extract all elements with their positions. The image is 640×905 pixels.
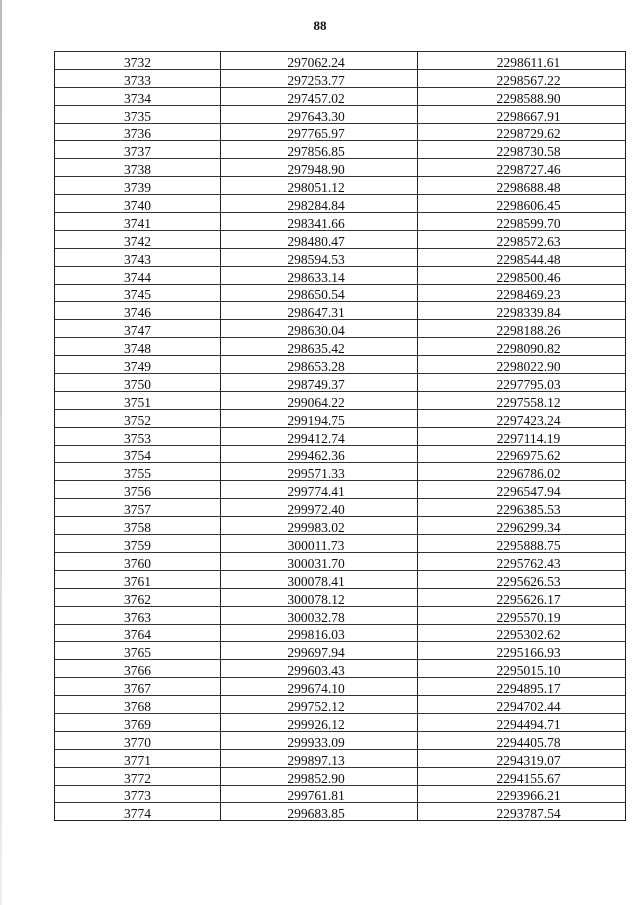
y-coordinate-cell: 2298730.58 [418, 141, 626, 159]
y-coordinate-cell: 2294405.78 [418, 731, 626, 749]
y-coordinate-cell: 2298339.84 [418, 302, 626, 320]
point-number-cell: 3748 [55, 338, 221, 356]
y-coordinate-cell: 2295888.75 [418, 535, 626, 553]
x-coordinate-cell: 299774.41 [221, 481, 418, 499]
y-coordinate-cell: 2295302.62 [418, 624, 626, 642]
x-coordinate-cell: 298341.66 [221, 213, 418, 231]
y-coordinate-cell: 2295570.19 [418, 606, 626, 624]
table-row [55, 69, 626, 87]
table-row [55, 230, 626, 248]
table-row [55, 642, 626, 660]
table-row [55, 427, 626, 445]
x-coordinate-cell: 299064.22 [221, 391, 418, 409]
point-number-cell: 3769 [55, 713, 221, 731]
table-row [55, 463, 626, 481]
point-number-cell: 3742 [55, 230, 221, 248]
point-number-cell: 3743 [55, 248, 221, 266]
x-coordinate-cell: 298051.12 [221, 177, 418, 195]
x-coordinate-cell: 298594.53 [221, 248, 418, 266]
coordinates-table-body [55, 52, 626, 821]
table-row [55, 552, 626, 570]
x-coordinate-cell: 299752.12 [221, 696, 418, 714]
table-row [55, 320, 626, 338]
table-row [55, 749, 626, 767]
point-number-cell: 3751 [55, 391, 221, 409]
table-row [55, 767, 626, 785]
page-number: 88 [313, 18, 327, 33]
table-row [55, 141, 626, 159]
x-coordinate-cell: 300011.73 [221, 535, 418, 553]
x-coordinate-cell: 297253.77 [221, 69, 418, 87]
table-row [55, 248, 626, 266]
y-coordinate-cell: 2298727.46 [418, 159, 626, 177]
y-coordinate-cell: 2294319.07 [418, 749, 626, 767]
point-number-cell: 3733 [55, 69, 221, 87]
x-coordinate-cell: 300032.78 [221, 606, 418, 624]
x-coordinate-cell: 299926.12 [221, 713, 418, 731]
point-number-cell: 3736 [55, 123, 221, 141]
x-coordinate-cell: 299897.13 [221, 749, 418, 767]
x-coordinate-cell: 299571.33 [221, 463, 418, 481]
x-coordinate-cell: 297856.85 [221, 141, 418, 159]
y-coordinate-cell: 2296547.94 [418, 481, 626, 499]
point-number-cell: 3734 [55, 87, 221, 105]
y-coordinate-cell: 2297558.12 [418, 391, 626, 409]
x-coordinate-cell: 298630.04 [221, 320, 418, 338]
x-coordinate-cell: 299674.10 [221, 678, 418, 696]
y-coordinate-cell: 2295015.10 [418, 660, 626, 678]
point-number-cell: 3744 [55, 266, 221, 284]
x-coordinate-cell: 297062.24 [221, 52, 418, 70]
table-row [55, 123, 626, 141]
table-row [55, 535, 626, 553]
table-row [55, 356, 626, 374]
point-number-cell: 3762 [55, 588, 221, 606]
y-coordinate-cell: 2295166.93 [418, 642, 626, 660]
x-coordinate-cell: 299683.85 [221, 803, 418, 821]
table-row [55, 785, 626, 803]
y-coordinate-cell: 2296786.02 [418, 463, 626, 481]
point-number-cell: 3755 [55, 463, 221, 481]
y-coordinate-cell: 2297795.03 [418, 374, 626, 392]
x-coordinate-cell: 298650.54 [221, 284, 418, 302]
table-row [55, 105, 626, 123]
point-number-cell: 3764 [55, 624, 221, 642]
y-coordinate-cell: 2298667.91 [418, 105, 626, 123]
y-coordinate-cell: 2298188.26 [418, 320, 626, 338]
point-number-cell: 3735 [55, 105, 221, 123]
point-number-cell: 3767 [55, 678, 221, 696]
y-coordinate-cell: 2298729.62 [418, 123, 626, 141]
y-coordinate-cell: 2293787.54 [418, 803, 626, 821]
table-row [55, 374, 626, 392]
point-number-cell: 3754 [55, 445, 221, 463]
y-coordinate-cell: 2295626.53 [418, 570, 626, 588]
x-coordinate-cell: 299412.74 [221, 427, 418, 445]
y-coordinate-cell: 2293966.21 [418, 785, 626, 803]
y-coordinate-cell: 2298544.48 [418, 248, 626, 266]
x-coordinate-cell: 299462.36 [221, 445, 418, 463]
table-row [55, 445, 626, 463]
table-row [55, 391, 626, 409]
y-coordinate-cell: 2298599.70 [418, 213, 626, 231]
y-coordinate-cell: 2295626.17 [418, 588, 626, 606]
table-row [55, 195, 626, 213]
x-coordinate-cell: 298635.42 [221, 338, 418, 356]
x-coordinate-cell: 297457.02 [221, 87, 418, 105]
x-coordinate-cell: 297765.97 [221, 123, 418, 141]
x-coordinate-cell: 299194.75 [221, 409, 418, 427]
y-coordinate-cell: 2296299.34 [418, 517, 626, 535]
table-row [55, 177, 626, 195]
x-coordinate-cell: 298647.31 [221, 302, 418, 320]
point-number-cell: 3759 [55, 535, 221, 553]
y-coordinate-cell: 2298090.82 [418, 338, 626, 356]
point-number-cell: 3766 [55, 660, 221, 678]
table-row [55, 588, 626, 606]
point-number-cell: 3771 [55, 749, 221, 767]
x-coordinate-cell: 298749.37 [221, 374, 418, 392]
y-coordinate-cell: 2298572.63 [418, 230, 626, 248]
point-number-cell: 3741 [55, 213, 221, 231]
y-coordinate-cell: 2297114.19 [418, 427, 626, 445]
coordinates-table [54, 51, 626, 821]
y-coordinate-cell: 2298567.22 [418, 69, 626, 87]
scan-edge-shadow [0, 0, 2, 905]
x-coordinate-cell: 299972.40 [221, 499, 418, 517]
table-row [55, 678, 626, 696]
x-coordinate-cell: 298633.14 [221, 266, 418, 284]
y-coordinate-cell: 2297423.24 [418, 409, 626, 427]
table-row [55, 338, 626, 356]
y-coordinate-cell: 2294702.44 [418, 696, 626, 714]
point-number-cell: 3758 [55, 517, 221, 535]
x-coordinate-cell: 299603.43 [221, 660, 418, 678]
y-coordinate-cell: 2298500.46 [418, 266, 626, 284]
point-number-cell: 3773 [55, 785, 221, 803]
point-number-cell: 3750 [55, 374, 221, 392]
table-row [55, 606, 626, 624]
point-number-cell: 3753 [55, 427, 221, 445]
table-row [55, 52, 626, 70]
point-number-cell: 3757 [55, 499, 221, 517]
table-row [55, 803, 626, 821]
x-coordinate-cell: 297643.30 [221, 105, 418, 123]
x-coordinate-cell: 299761.81 [221, 785, 418, 803]
y-coordinate-cell: 2298606.45 [418, 195, 626, 213]
table-row [55, 713, 626, 731]
table-row [55, 284, 626, 302]
y-coordinate-cell: 2295762.43 [418, 552, 626, 570]
point-number-cell: 3763 [55, 606, 221, 624]
x-coordinate-cell: 299983.02 [221, 517, 418, 535]
point-number-cell: 3749 [55, 356, 221, 374]
point-number-cell: 3760 [55, 552, 221, 570]
point-number-cell: 3746 [55, 302, 221, 320]
point-number-cell: 3752 [55, 409, 221, 427]
point-number-cell: 3740 [55, 195, 221, 213]
y-coordinate-cell: 2298588.90 [418, 87, 626, 105]
table-row [55, 213, 626, 231]
y-coordinate-cell: 2298611.61 [418, 52, 626, 70]
point-number-cell: 3732 [55, 52, 221, 70]
point-number-cell: 3761 [55, 570, 221, 588]
y-coordinate-cell: 2298022.90 [418, 356, 626, 374]
table-row [55, 159, 626, 177]
table-row [55, 302, 626, 320]
x-coordinate-cell: 298284.84 [221, 195, 418, 213]
x-coordinate-cell: 299697.94 [221, 642, 418, 660]
y-coordinate-cell: 2294155.67 [418, 767, 626, 785]
table-row [55, 696, 626, 714]
table-row [55, 517, 626, 535]
point-number-cell: 3738 [55, 159, 221, 177]
x-coordinate-cell: 300078.41 [221, 570, 418, 588]
table-row [55, 481, 626, 499]
table-row [55, 731, 626, 749]
x-coordinate-cell: 298480.47 [221, 230, 418, 248]
point-number-cell: 3770 [55, 731, 221, 749]
table-row [55, 570, 626, 588]
y-coordinate-cell: 2294895.17 [418, 678, 626, 696]
table-row [55, 409, 626, 427]
table-row [55, 499, 626, 517]
x-coordinate-cell: 299816.03 [221, 624, 418, 642]
point-number-cell: 3772 [55, 767, 221, 785]
point-number-cell: 3774 [55, 803, 221, 821]
table-row [55, 87, 626, 105]
y-coordinate-cell: 2296975.62 [418, 445, 626, 463]
table-row [55, 266, 626, 284]
point-number-cell: 3747 [55, 320, 221, 338]
point-number-cell: 3739 [55, 177, 221, 195]
table-row [55, 624, 626, 642]
y-coordinate-cell: 2298688.48 [418, 177, 626, 195]
x-coordinate-cell: 297948.90 [221, 159, 418, 177]
point-number-cell: 3756 [55, 481, 221, 499]
point-number-cell: 3765 [55, 642, 221, 660]
point-number-cell: 3737 [55, 141, 221, 159]
point-number-cell: 3768 [55, 696, 221, 714]
y-coordinate-cell: 2294494.71 [418, 713, 626, 731]
point-number-cell: 3745 [55, 284, 221, 302]
x-coordinate-cell: 300078.12 [221, 588, 418, 606]
x-coordinate-cell: 298653.28 [221, 356, 418, 374]
table-row [55, 660, 626, 678]
y-coordinate-cell: 2298469.23 [418, 284, 626, 302]
x-coordinate-cell: 299852.90 [221, 767, 418, 785]
x-coordinate-cell: 300031.70 [221, 552, 418, 570]
y-coordinate-cell: 2296385.53 [418, 499, 626, 517]
x-coordinate-cell: 299933.09 [221, 731, 418, 749]
